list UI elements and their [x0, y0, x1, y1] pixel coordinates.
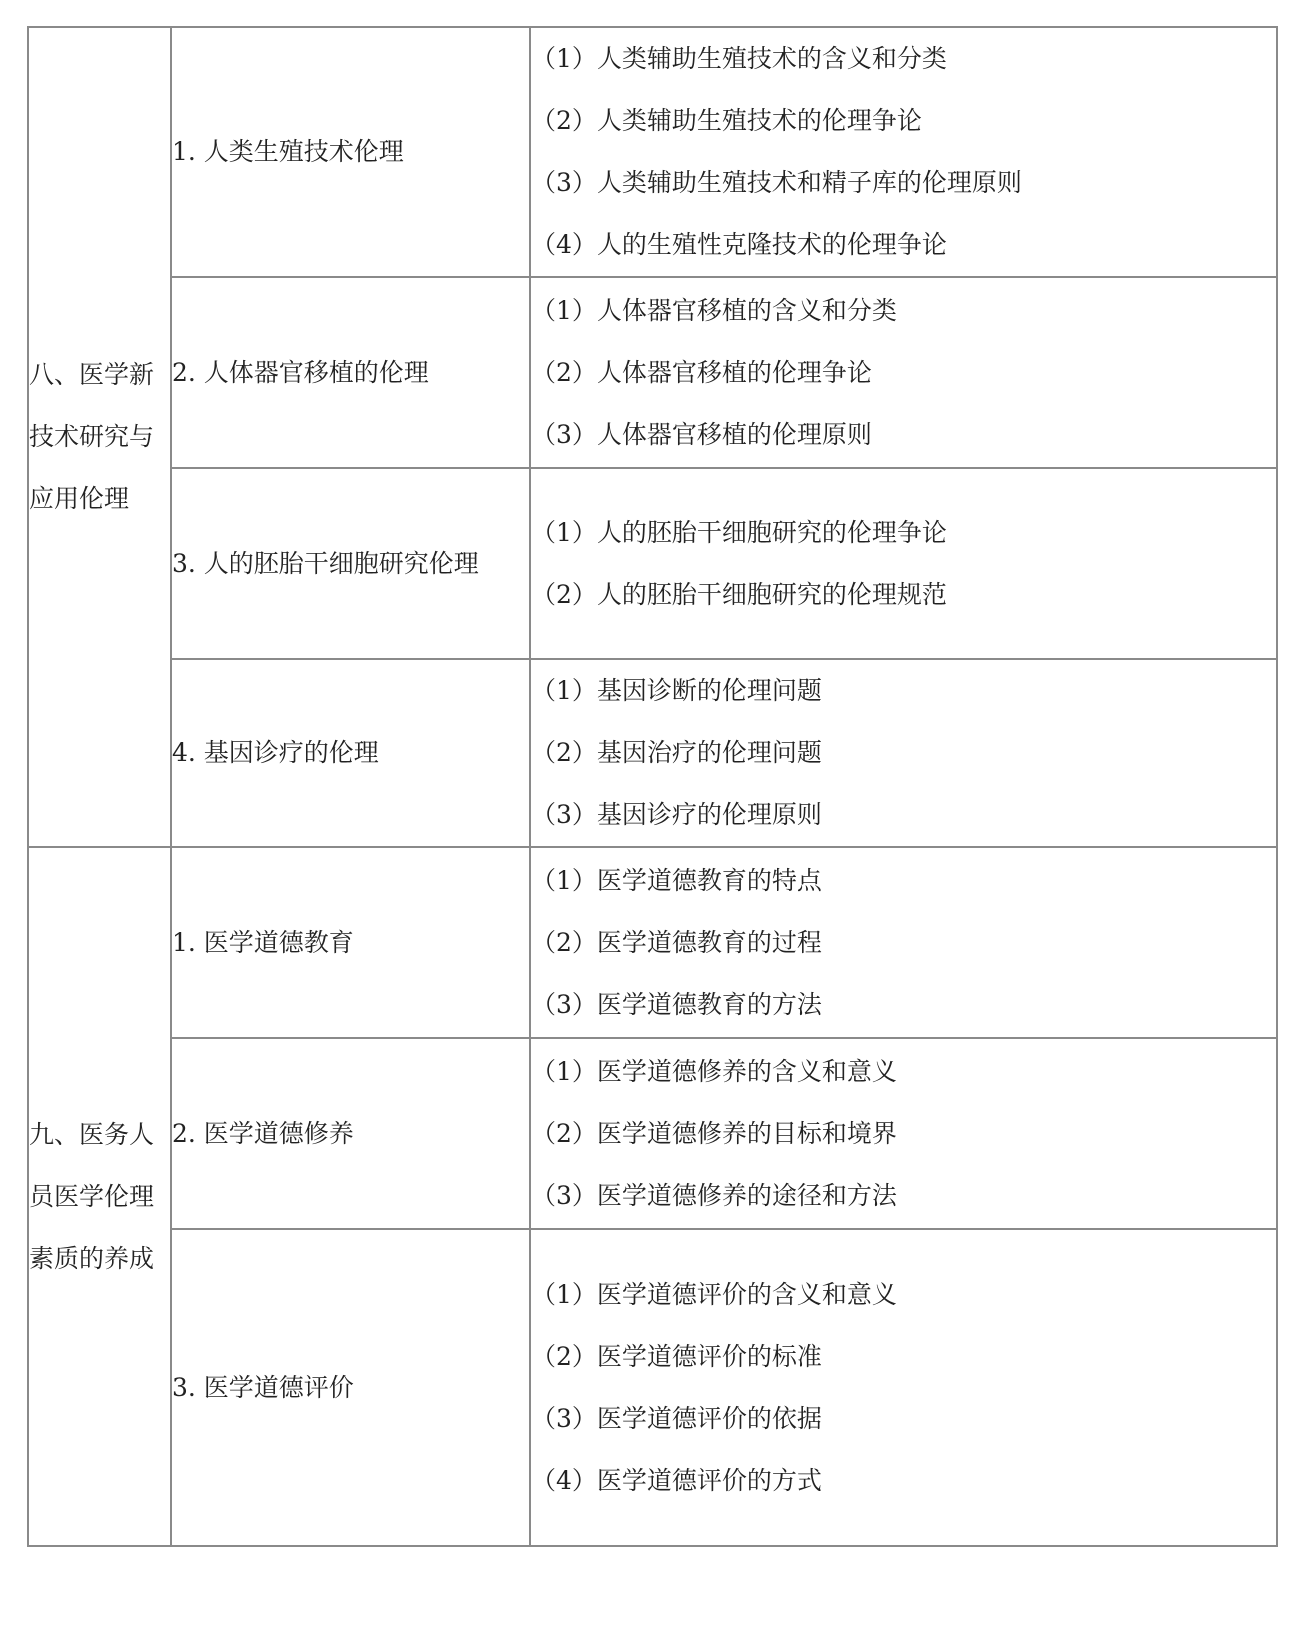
table-row: [28, 1038, 1277, 1229]
topic-cell: [171, 468, 530, 659]
list-item: （3）医学道德教育的方法: [531, 989, 822, 1019]
list-item: （1）医学道德修养的含义和意义: [531, 1056, 897, 1086]
topic-cell: [171, 1038, 530, 1229]
list-item: （2）人类辅助生殖技术的伦理争论: [531, 106, 922, 135]
list-item: （3）人类辅助生殖技术和精子库的伦理原则: [531, 168, 1022, 197]
points-list: [531, 660, 1276, 846]
topic-cell: [171, 847, 530, 1038]
table-row: [28, 468, 1277, 659]
topic-title: 4. 基因诊疗的伦理: [172, 738, 379, 767]
list-item: （2）医学道德修养的目标和境界: [531, 1118, 897, 1148]
points-cell: [530, 277, 1277, 468]
list-item: （1）人体器官移植的含义和分类: [531, 295, 897, 325]
list-item: （1）医学道德评价的含义和意义: [531, 1279, 897, 1309]
topic-title: 1. 人类生殖技术伦理: [172, 137, 404, 166]
list-item: （2）医学道德教育的过程: [531, 927, 822, 957]
list-item: （2）人的胚胎干细胞研究的伦理规范: [531, 579, 947, 609]
list-item: （2）基因治疗的伦理问题: [531, 738, 822, 767]
list-item: （3）医学道德修养的途径和方法: [531, 1180, 897, 1210]
syllabus-table: [27, 26, 1278, 1547]
list-item: （2）医学道德评价的标准: [531, 1341, 822, 1371]
points-list: [531, 28, 1276, 276]
points-cell: [530, 1038, 1277, 1229]
list-item: （3）人体器官移植的伦理原则: [531, 419, 872, 449]
unit-cell: [28, 847, 171, 1546]
list-item: （1）人类辅助生殖技术的含义和分类: [531, 44, 947, 73]
list-item: （4）医学道德评价的方式: [531, 1465, 822, 1495]
topic-title: 2. 医学道德修养: [172, 1118, 354, 1148]
topic-cell: [171, 277, 530, 468]
points-cell: [530, 847, 1277, 1038]
list-item: （3）医学道德评价的依据: [531, 1403, 822, 1433]
list-item: （1）人的胚胎干细胞研究的伦理争论: [531, 517, 947, 547]
table-row: [28, 659, 1277, 847]
points-cell: [530, 659, 1277, 847]
topic-title: 2. 人体器官移植的伦理: [172, 357, 429, 387]
points-list: [531, 850, 1276, 1036]
points-list: [531, 1264, 1276, 1512]
topic-cell: [171, 1229, 530, 1546]
list-item: （2）人体器官移植的伦理争论: [531, 357, 872, 387]
points-cell: [530, 1229, 1277, 1546]
points-cell: [530, 27, 1277, 277]
list-item: （4）人的生殖性克隆技术的伦理争论: [531, 230, 947, 259]
unit-title: 九、医务人员医学伦理素质的养成: [29, 1119, 155, 1273]
table-row: [28, 277, 1277, 468]
table-row: [28, 847, 1277, 1038]
list-item: （1）基因诊断的伦理问题: [531, 676, 822, 705]
points-list: [531, 280, 1276, 466]
unit-cell: [28, 27, 171, 847]
table-row: [28, 27, 1277, 277]
topic-title: 3. 医学道德评价: [172, 1372, 354, 1402]
topic-cell: [171, 659, 530, 847]
points-list: [531, 502, 1276, 626]
points-cell: [530, 468, 1277, 659]
table-row: [28, 1229, 1277, 1546]
list-item: （1）医学道德教育的特点: [531, 865, 822, 895]
topic-title: 3. 人的胚胎干细胞研究伦理: [172, 548, 479, 578]
list-item: （3）基因诊疗的伦理原则: [531, 800, 822, 829]
points-list: [531, 1041, 1276, 1227]
topic-cell: [171, 27, 530, 277]
unit-title: 八、医学新技术研究与应用伦理: [29, 360, 155, 513]
topic-title: 1. 医学道德教育: [172, 927, 354, 957]
